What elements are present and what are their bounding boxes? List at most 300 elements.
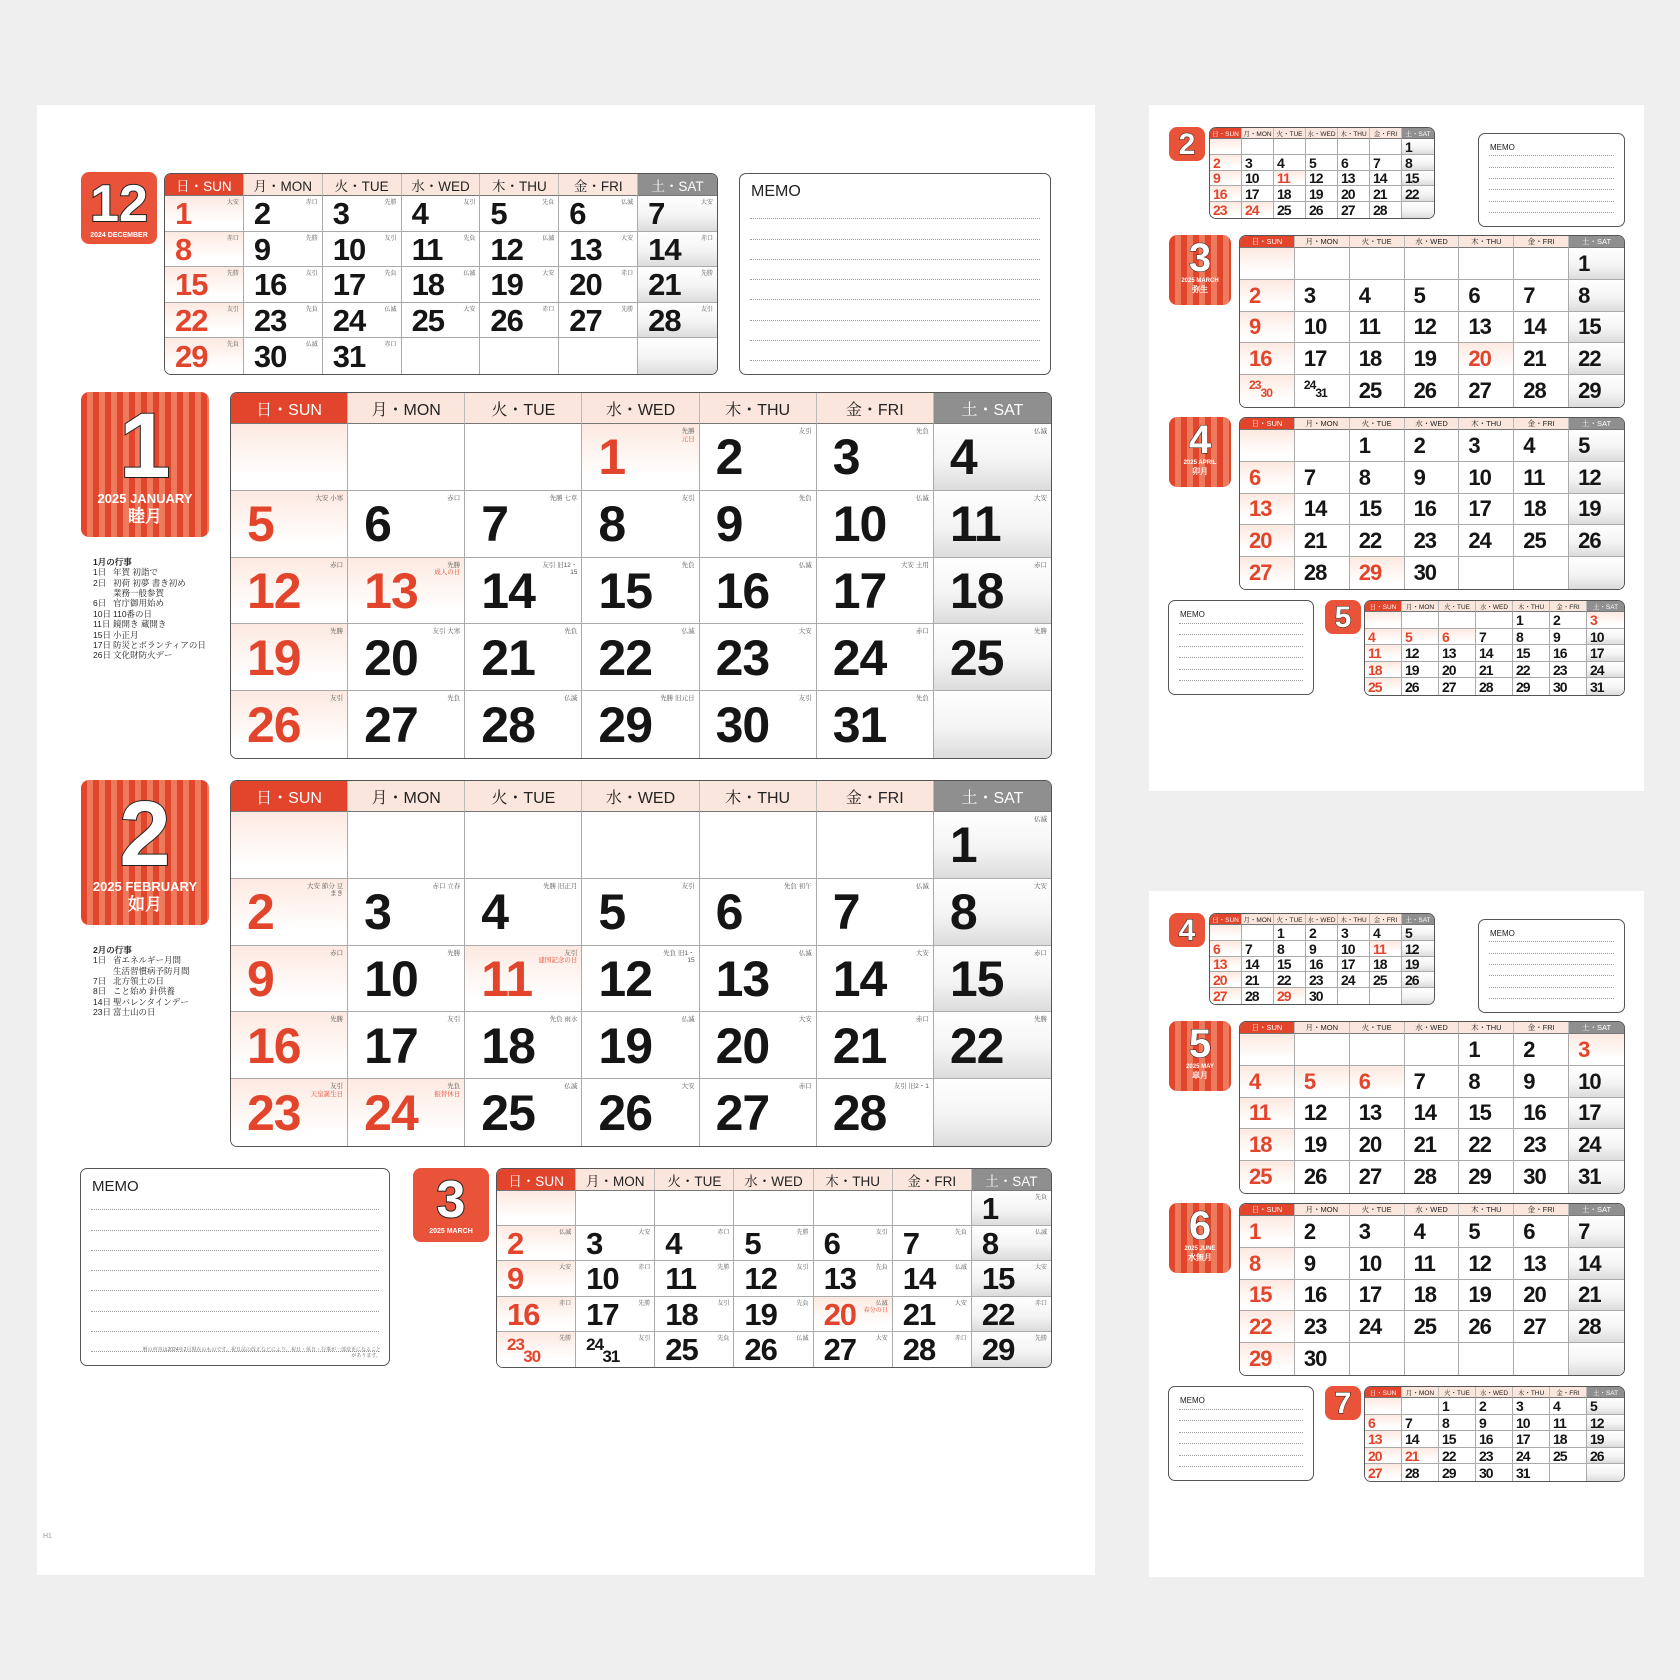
day-number: 23 <box>1303 1314 1327 1340</box>
day-cell <box>231 691 348 758</box>
day-number: 2 <box>1553 612 1560 629</box>
day-cell <box>480 338 559 374</box>
day-number: 7 <box>832 884 860 941</box>
day-cell <box>1439 1398 1476 1415</box>
rokuyo-label: 大安 <box>1034 882 1047 890</box>
event-row <box>93 997 233 1007</box>
day-cell <box>817 1012 934 1079</box>
rokuyo-label: 赤口 <box>1034 1300 1047 1307</box>
day-number: 26 <box>744 1331 777 1367</box>
day-cell <box>402 196 481 232</box>
day-cell <box>465 1012 582 1079</box>
day-number: 19 <box>247 629 301 686</box>
day-cell <box>1476 1415 1513 1432</box>
day-cell <box>1476 612 1513 629</box>
calendar-thumb <box>1239 1021 1625 1194</box>
weekday-label: 月・MON <box>1295 418 1350 430</box>
day-number: 25 <box>949 629 1004 686</box>
day-number: 3 <box>1578 1036 1590 1062</box>
day-cell <box>1350 343 1405 375</box>
month-badge <box>1325 1386 1361 1420</box>
day-cell <box>348 1079 465 1146</box>
day-number: 2 <box>507 1226 524 1262</box>
weekday-label: 月・MON <box>576 1169 655 1191</box>
day-cell <box>231 879 348 946</box>
month-badge-number: 3 <box>436 1171 466 1229</box>
holiday-name: 成人の日 <box>434 569 461 577</box>
day-number: 1 <box>1277 925 1284 941</box>
rokuyo-label: 仏滅 <box>798 949 812 957</box>
day-cell <box>582 491 699 558</box>
day-cell <box>1274 186 1306 202</box>
day-number: 21 <box>1479 662 1493 679</box>
day-cell <box>323 232 402 268</box>
memo-line <box>1179 1466 1303 1467</box>
day-number: 31 <box>332 338 366 374</box>
memo-line <box>1489 998 1614 999</box>
day-number: 2 <box>253 196 271 232</box>
day-number: 24 31 <box>1303 378 1327 401</box>
day-number: 29 <box>1578 378 1601 404</box>
day-number: 22 <box>1249 1314 1272 1340</box>
day-cell <box>1306 941 1338 957</box>
day-cell <box>1476 645 1513 662</box>
day-number: 8 <box>1277 940 1284 957</box>
day-number: 16 <box>253 267 287 303</box>
day-cell <box>244 338 323 374</box>
day-number: 29 <box>1277 988 1291 1004</box>
weekday-header <box>497 1169 1051 1191</box>
day-number: 6 <box>823 1226 840 1262</box>
day-cell <box>1242 925 1274 941</box>
weekday-label: 火・TUE <box>1350 418 1405 430</box>
day-cell <box>1402 186 1434 202</box>
rokuyo-label: 先負 <box>305 306 318 313</box>
day-number: 31 <box>1516 1464 1530 1481</box>
day-cell <box>1514 280 1569 312</box>
day-cell <box>1587 1464 1624 1481</box>
rokuyo-label: 友引 旧12・15 <box>542 561 578 576</box>
day-number: 10 <box>1303 314 1327 340</box>
day-cell <box>402 267 481 303</box>
day-cell <box>1350 1216 1405 1248</box>
month-badge-kanji: 如月 <box>128 894 162 914</box>
day-number: 24 <box>1341 972 1355 989</box>
rokuyo-label: 赤口 <box>700 235 713 242</box>
day-cell <box>582 946 699 1013</box>
day-number: 6 <box>1213 940 1220 957</box>
weekday-label: 金・FRI <box>1514 418 1569 430</box>
day-cell <box>934 491 1051 558</box>
day-cell <box>934 424 1051 491</box>
rokuyo-label: 友引 <box>564 949 578 957</box>
day-number: 18 <box>481 1017 535 1074</box>
weekday-label: 日・SUN <box>1240 1022 1295 1034</box>
day-cell <box>165 303 244 339</box>
day-number: 22 <box>1405 186 1419 203</box>
day-cell <box>1350 462 1405 494</box>
day-number: 22 <box>598 629 653 686</box>
day-cell <box>972 1191 1051 1226</box>
day-cell <box>1370 155 1402 171</box>
day-cell <box>1274 139 1306 155</box>
weekday-label: 金・FRI <box>1370 914 1402 925</box>
day-cell <box>165 232 244 268</box>
day-cell <box>1210 957 1242 973</box>
calendar-thumb <box>1209 913 1435 1005</box>
memo-line <box>1489 178 1614 179</box>
memo-line <box>1489 212 1614 213</box>
rokuyo-label: 先負 <box>1034 1195 1047 1201</box>
day-cell <box>1439 612 1476 629</box>
day-cell <box>1274 988 1306 1004</box>
day-cell <box>1242 202 1274 218</box>
day-cell <box>1370 925 1402 941</box>
day-number: 6 <box>1523 1218 1535 1244</box>
day-cell <box>1295 1161 1350 1193</box>
weekday-label: 月・MON <box>1295 236 1350 248</box>
day-number: 17 <box>1245 186 1259 203</box>
day-number: 25 <box>1358 378 1382 404</box>
day-cell <box>1513 1448 1550 1465</box>
day-cell <box>1306 972 1338 988</box>
day-cell <box>1587 1398 1624 1415</box>
day-cell <box>1365 612 1402 629</box>
day-cell <box>1402 202 1434 218</box>
day-cell <box>1587 678 1624 695</box>
day-cell <box>1210 186 1242 202</box>
day-number: 28 <box>1303 560 1327 586</box>
day-cell <box>1402 171 1434 187</box>
weekday-label: 日・SUN <box>231 393 348 424</box>
weekday-label: 木・THU <box>814 1169 893 1191</box>
day-number: 12 <box>1405 940 1419 957</box>
day-number: 12 <box>1309 170 1323 187</box>
events-list-jan <box>93 557 233 661</box>
day-cell <box>1402 1398 1439 1415</box>
day-number: 24 <box>1358 1314 1382 1340</box>
day-number: 21 <box>1373 186 1387 203</box>
day-cell <box>465 691 582 758</box>
day-cell <box>1274 972 1306 988</box>
day-cell <box>1295 1034 1350 1066</box>
day-cell <box>1402 155 1434 171</box>
weekday-label: 日・SUN <box>1365 601 1402 612</box>
day-number: 6 <box>715 884 743 941</box>
day-cell <box>934 691 1051 758</box>
memo-title: MEMO <box>92 1178 139 1195</box>
day-number: 13 <box>1358 1100 1382 1126</box>
event-row <box>93 578 233 588</box>
month-badge-number: 5 <box>1334 601 1352 634</box>
day-cell <box>582 691 699 758</box>
rokuyo-label: 仏滅 <box>564 1083 578 1091</box>
day-number: 5 <box>1303 1068 1316 1094</box>
day-number: 30 <box>1303 1346 1327 1372</box>
weekday-header <box>1240 418 1624 430</box>
day-number: 28 <box>1413 1164 1437 1190</box>
day-cell <box>655 1226 734 1261</box>
day-cell <box>231 946 348 1013</box>
day-number: 13 <box>569 231 602 267</box>
event-row <box>93 976 233 986</box>
events-title: 2月の行事 <box>93 945 132 955</box>
day-number: 14 <box>1413 1100 1437 1126</box>
day-number: 22 <box>1358 528 1382 554</box>
weekday-label: 木・THU <box>1513 601 1550 612</box>
month-badge-caption: 2025 JUNE <box>1184 1246 1216 1252</box>
day-cell <box>1405 1311 1460 1343</box>
day-cell <box>700 1079 817 1146</box>
weekday-label: 木・THU <box>1459 1204 1514 1216</box>
day-number: 5 <box>1413 282 1425 308</box>
day-cell <box>1550 612 1587 629</box>
day-cell <box>1402 629 1439 646</box>
rokuyo-label: 友引 <box>226 306 239 313</box>
memo-line <box>1489 167 1614 168</box>
event-date: 6日 <box>93 598 107 609</box>
day-cell <box>1240 462 1295 494</box>
day-cell <box>1274 925 1306 941</box>
date-grid <box>1210 139 1434 218</box>
day-cell <box>1402 972 1434 988</box>
weekday-label: 火・TUE <box>1274 128 1306 139</box>
day-cell <box>1587 1448 1624 1465</box>
day-cell <box>1295 1311 1350 1343</box>
day-cell <box>1405 1248 1460 1280</box>
day-cell <box>1514 1248 1569 1280</box>
day-cell <box>1210 202 1242 218</box>
day-cell <box>1240 557 1295 589</box>
rokuyo-label: 仏滅 <box>875 1300 888 1307</box>
day-cell <box>1514 1343 1569 1375</box>
memo-line <box>91 1290 379 1291</box>
month-badge-number: 2 <box>1178 128 1196 161</box>
day-cell <box>1405 375 1460 407</box>
day-cell <box>1240 312 1295 344</box>
event-text: 初荷 初夢 書き初め <box>113 577 186 588</box>
day-number: 29 <box>1468 1164 1491 1190</box>
day-number: 26 <box>247 696 301 753</box>
weekday-label: 木・THU <box>1338 128 1370 139</box>
weekday-label: 火・TUE <box>323 174 402 196</box>
day-cell <box>165 267 244 303</box>
day-number: 26 <box>598 1084 653 1141</box>
day-number: 5 <box>1309 154 1316 171</box>
event-text: 官庁御用始め <box>113 598 165 609</box>
day-cell <box>348 1012 465 1079</box>
memo-line <box>750 218 1040 219</box>
day-cell <box>1295 248 1350 280</box>
day-cell <box>700 946 817 1013</box>
day-cell <box>893 1226 972 1261</box>
day-number: 14 <box>832 950 887 1007</box>
rokuyo-label: 赤口 <box>915 1016 929 1024</box>
day-cell <box>480 196 559 232</box>
day-number: 27 <box>1341 202 1355 218</box>
weekday-label: 金・FRI <box>1550 1387 1587 1398</box>
day-number: 11 <box>1249 1100 1271 1126</box>
day-cell <box>165 338 244 374</box>
day-number: 21 <box>832 1017 887 1074</box>
rokuyo-label: 先勝 <box>330 1016 344 1024</box>
weekday-label: 月・MON <box>1295 1022 1350 1034</box>
day-cell <box>1514 248 1569 280</box>
rokuyo-label: 大安 <box>621 235 634 242</box>
day-cell <box>1306 171 1338 187</box>
day-number-secondary: 31 <box>602 1346 620 1366</box>
day-cell <box>231 624 348 691</box>
day-cell <box>1295 1248 1350 1280</box>
day-cell <box>1569 1034 1624 1066</box>
day-number: 3 <box>1303 282 1316 308</box>
day-cell <box>1514 462 1569 494</box>
event-row <box>93 619 233 629</box>
event-date: 2日 <box>93 577 107 588</box>
day-cell <box>638 232 717 268</box>
page-number: H1 <box>43 1533 52 1540</box>
rokuyo-label: 先負 <box>542 200 555 206</box>
day-number: 5 <box>1590 1398 1597 1415</box>
day-number: 4 <box>665 1226 682 1262</box>
day-number: 15 <box>1468 1100 1491 1126</box>
day-cell <box>1274 957 1306 973</box>
rokuyo-label: 先勝 <box>621 306 634 313</box>
day-cell <box>1338 941 1370 957</box>
day-number: 20 <box>1249 528 1272 554</box>
rokuyo-label: 友引 <box>384 235 397 242</box>
day-cell <box>465 946 582 1013</box>
day-cell <box>1459 1034 1514 1066</box>
weekday-label: 金・FRI <box>1514 1022 1569 1034</box>
day-number: 4 <box>949 429 977 486</box>
day-number: 7 <box>902 1226 919 1262</box>
weekday-label: 木・THU <box>1459 236 1514 248</box>
rokuyo-label: 仏滅 <box>463 271 476 278</box>
day-cell <box>576 1261 655 1296</box>
weekday-label: 木・THU <box>1513 1387 1550 1398</box>
day-cell <box>1338 202 1370 218</box>
month-badge-caption: 2025 JANUARY <box>97 491 193 506</box>
weekday-label: 水・WED <box>734 1169 813 1191</box>
month-badge-feb <box>81 780 209 925</box>
event-text: 業務一般参賀 <box>113 588 165 599</box>
date-grid <box>165 196 717 374</box>
day-cell <box>402 303 481 339</box>
month-badge-dec <box>81 172 157 244</box>
day-cell <box>1306 202 1338 218</box>
day-cell <box>1274 202 1306 218</box>
day-cell <box>934 946 1051 1013</box>
day-cell <box>1350 1098 1405 1130</box>
day-cell <box>1569 312 1624 344</box>
day-number: 29 <box>1516 678 1530 695</box>
event-date: 10日 <box>93 608 111 619</box>
rokuyo-label: 先勝 <box>796 1230 809 1237</box>
rokuyo-label: 友引 <box>447 1016 461 1024</box>
day-cell <box>1370 139 1402 155</box>
day-cell <box>817 879 934 946</box>
day-number: 10 <box>1578 1068 1601 1094</box>
day-number: 4 <box>481 884 509 941</box>
day-cell <box>348 491 465 558</box>
day-number: 10 <box>586 1261 619 1297</box>
weekday-header <box>165 174 717 196</box>
day-cell <box>1402 957 1434 973</box>
day-number: 3 <box>1468 432 1480 458</box>
day-number: 28 <box>832 1084 887 1141</box>
rokuyo-label: 先負 <box>463 235 476 242</box>
day-number: 12 <box>1405 645 1419 662</box>
day-number: 15 <box>1442 1431 1456 1448</box>
event-row <box>93 966 233 976</box>
date-grid <box>1210 925 1434 1004</box>
rokuyo-label: 先勝 旧元日 <box>660 695 695 703</box>
day-number: 27 <box>1368 1464 1382 1481</box>
day-cell <box>814 1226 893 1261</box>
rokuyo-label: 友引 <box>717 1300 730 1307</box>
weekday-label: 火・TUE <box>1439 601 1476 612</box>
rokuyo-label: 仏滅 <box>798 561 812 569</box>
memo-line <box>750 299 1040 300</box>
day-number: 22 <box>981 1296 1015 1332</box>
day-cell <box>1350 1248 1405 1280</box>
day-number: 28 <box>648 303 681 339</box>
day-cell <box>497 1261 576 1296</box>
date-grid <box>1240 430 1624 589</box>
event-date: 17日 <box>93 639 111 650</box>
day-number: 26 <box>1309 202 1323 218</box>
day-number: 9 <box>1479 1414 1486 1431</box>
day-number: 15 <box>598 562 653 619</box>
month-badge-kanji: 水無月 <box>1188 1252 1212 1262</box>
day-number: 13 <box>1523 1250 1546 1276</box>
day-number: 2 <box>1479 1398 1486 1415</box>
day-number: 22 <box>949 1017 1004 1074</box>
weekday-header <box>231 393 1051 424</box>
day-number: 7 <box>1413 1068 1425 1094</box>
day-cell <box>1514 557 1569 589</box>
day-number: 18 <box>1368 662 1382 679</box>
day-cell <box>1295 280 1350 312</box>
day-number-secondary: 31 <box>1315 386 1327 401</box>
day-number: 29 <box>1358 560 1382 586</box>
day-number: 16 <box>507 1296 540 1332</box>
day-number: 19 <box>1468 1282 1491 1308</box>
event-row <box>93 630 233 640</box>
day-cell <box>1274 941 1306 957</box>
event-text: 省エネルギー月間 <box>113 955 182 966</box>
day-cell <box>1513 629 1550 646</box>
day-cell <box>1550 662 1587 679</box>
day-cell <box>1476 662 1513 679</box>
day-cell <box>1405 248 1460 280</box>
day-number: 1 <box>175 196 192 232</box>
weekday-label: 月・MON <box>348 781 465 812</box>
day-cell <box>1405 494 1460 526</box>
day-number: 29 <box>1442 1464 1456 1481</box>
day-cell <box>1459 1098 1514 1130</box>
day-number: 24 <box>1245 202 1259 218</box>
day-number: 18 <box>1413 1282 1437 1308</box>
month-badge <box>1169 913 1205 947</box>
day-cell <box>348 879 465 946</box>
day-number: 14 <box>1373 170 1387 187</box>
weekday-label: 日・SUN <box>1240 236 1295 248</box>
day-number: 25 <box>1523 528 1546 554</box>
day-number: 21 <box>1245 972 1259 989</box>
weekday-label: 金・FRI <box>817 393 934 424</box>
